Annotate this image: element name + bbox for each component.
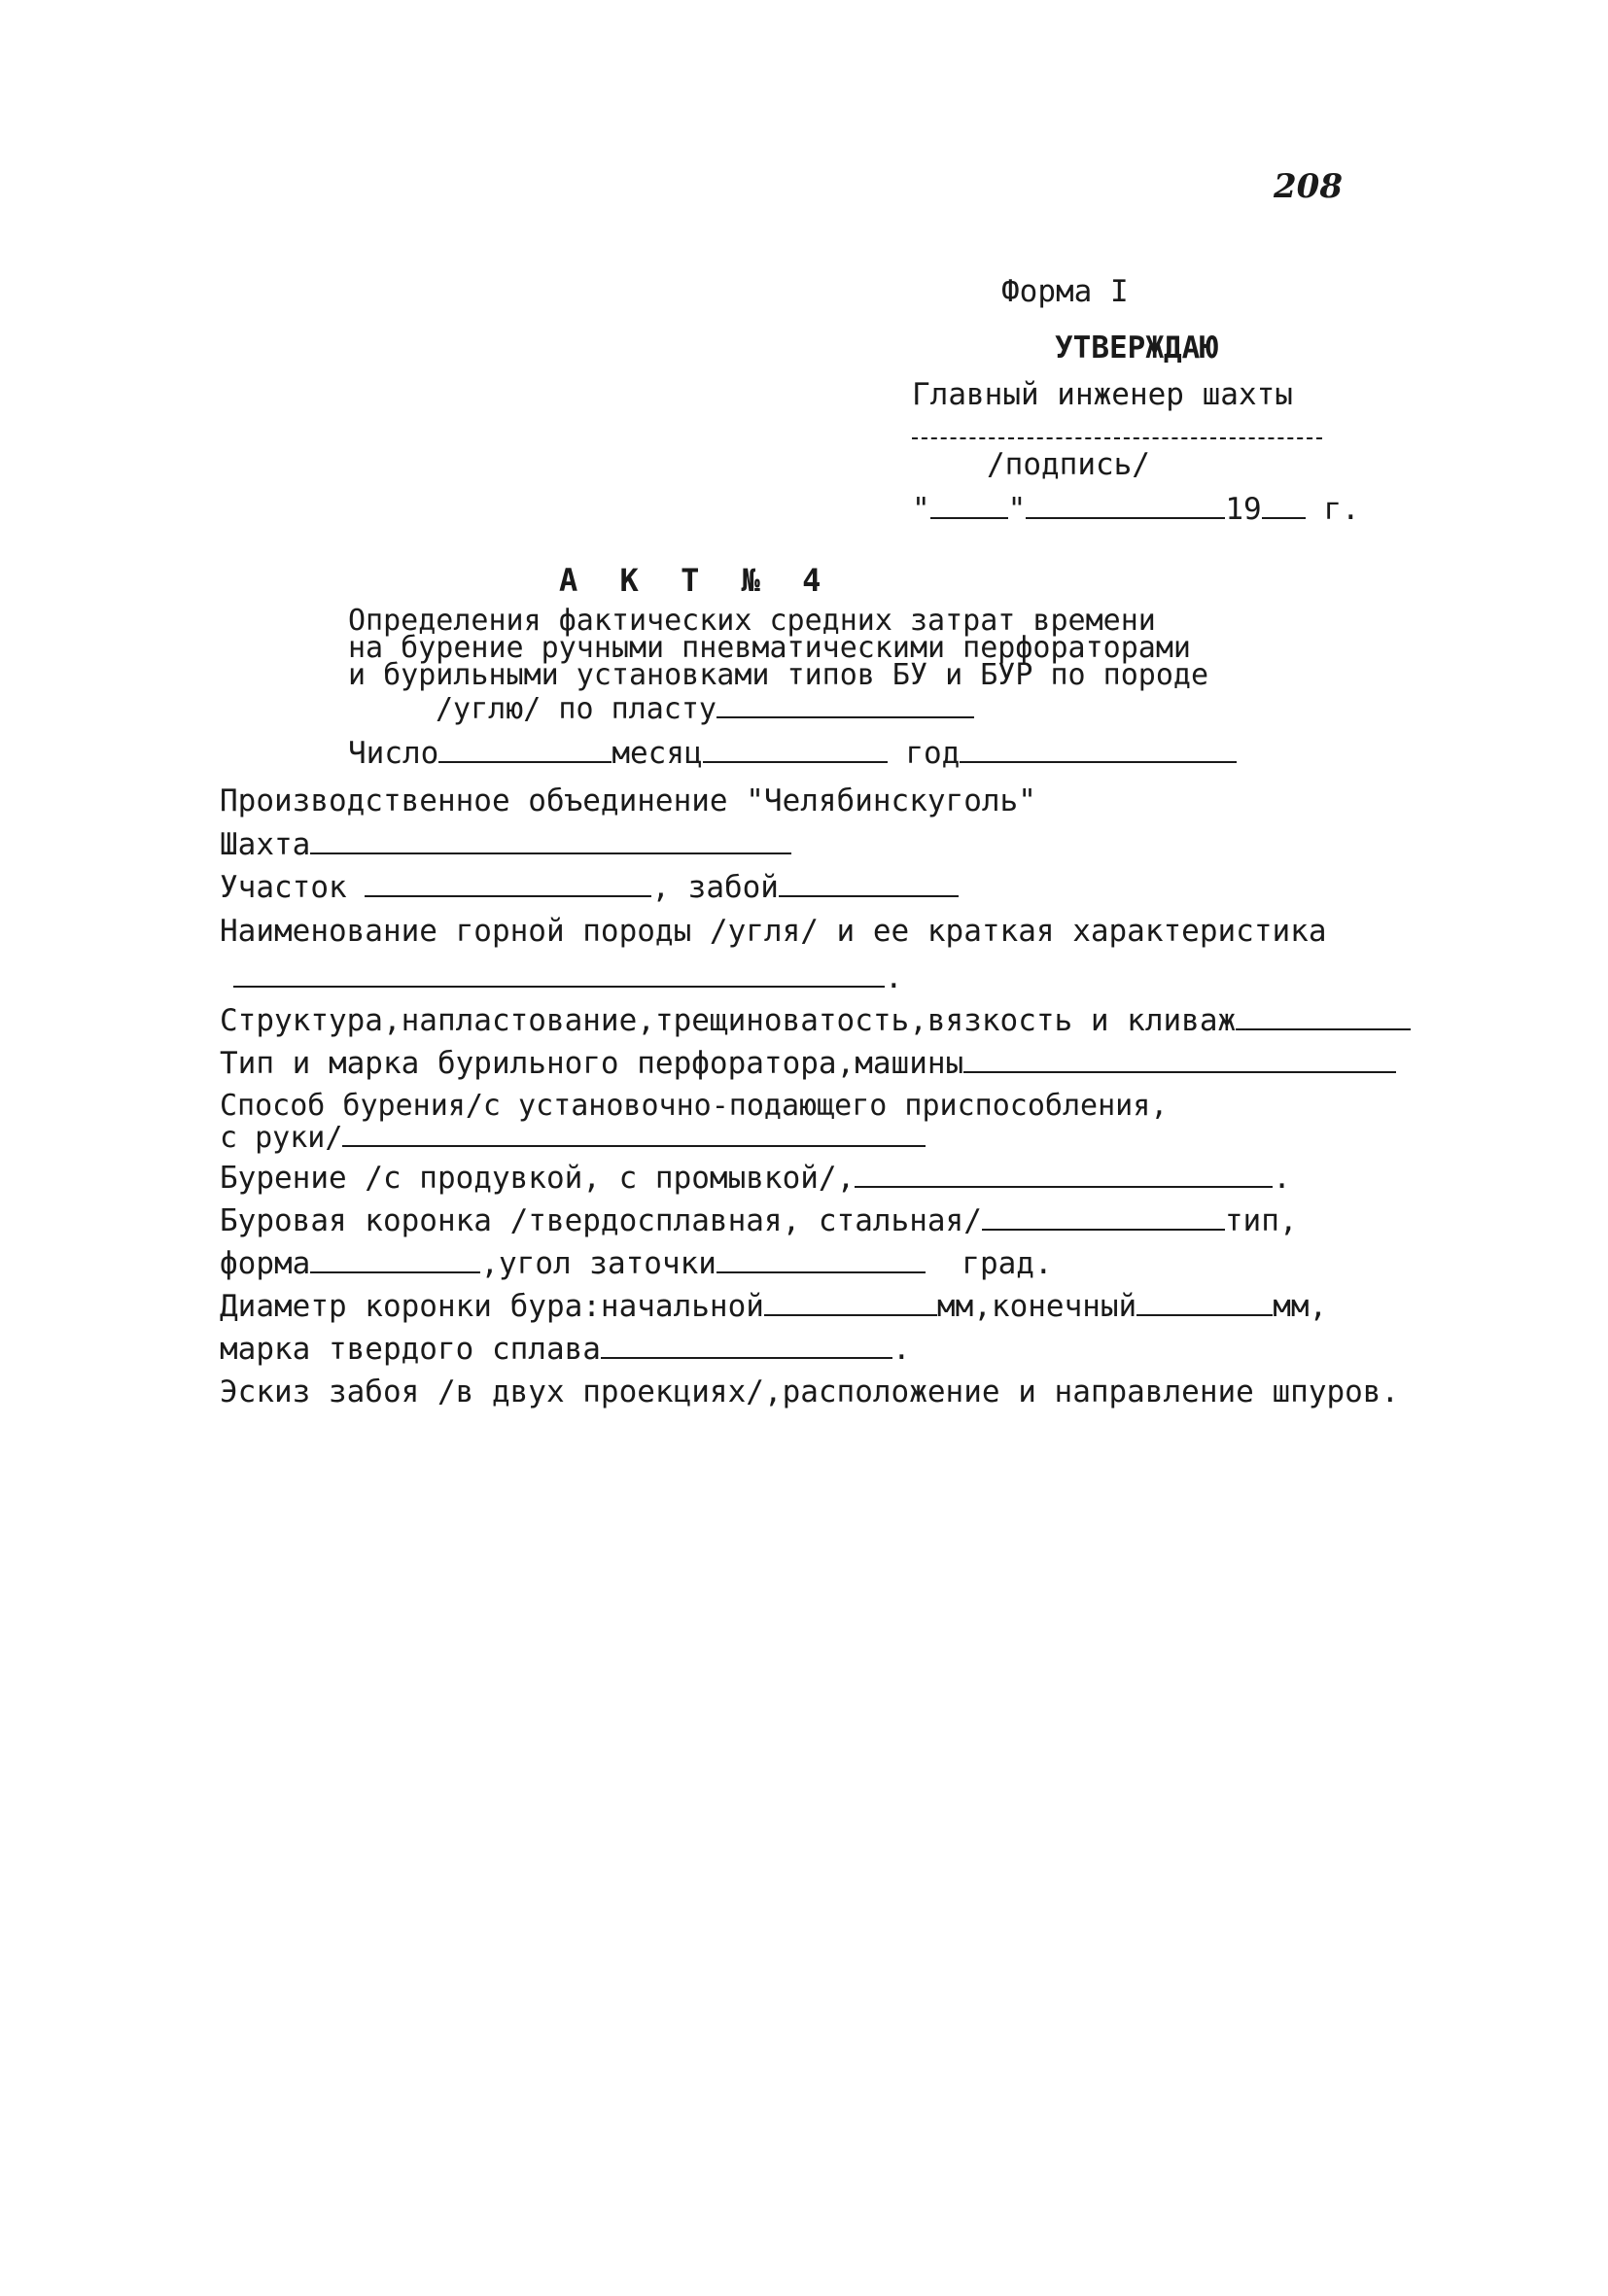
- drilling-field[interactable]: [855, 1161, 1273, 1188]
- section-label: Участок: [220, 870, 347, 905]
- alloy-field[interactable]: [601, 1332, 892, 1359]
- bit-label: Буровая коронка /твердосплавная, стальная/: [220, 1203, 982, 1238]
- bit-field[interactable]: [982, 1203, 1225, 1231]
- drill-type-field[interactable]: [963, 1046, 1396, 1073]
- year-field[interactable]: [960, 736, 1237, 763]
- date-year-prefix: 19: [1225, 492, 1262, 527]
- face-field[interactable]: [779, 870, 959, 897]
- angle-unit: град.: [961, 1246, 1053, 1281]
- section-field[interactable]: [365, 870, 651, 897]
- diameter-row: [220, 1289, 1327, 1324]
- date-quote-close: ": [1007, 492, 1027, 527]
- form-label: Форма I: [1001, 274, 1129, 309]
- structure-row: [220, 1003, 1411, 1038]
- drilling-row: Бурение /с продувкой, с промывкой/, .: [220, 1161, 1291, 1196]
- day-label: Число: [348, 736, 439, 771]
- drill-method-line-1: Способ бурения/с установочно-подающего приспособления,: [220, 1089, 1169, 1123]
- drill-type-row: [220, 1046, 1396, 1081]
- diameter-label: Диаметр коронки бура:начальной: [220, 1289, 764, 1324]
- bit-row: [220, 1203, 1298, 1238]
- drill-method-label-2: с руки/: [220, 1121, 343, 1155]
- shape-label: форма: [220, 1246, 311, 1281]
- approve-word: УТВЕРЖДАЮ: [1055, 330, 1218, 365]
- shape-row: [220, 1246, 1053, 1281]
- face-label: , забой: [651, 870, 779, 905]
- alloy-row: марка твердого сплава .: [220, 1332, 911, 1367]
- rock-label: Наименование горной породы /угля/ и ее краткая характеристика: [220, 914, 1327, 949]
- approver-position: Главный инженер шахты: [912, 377, 1293, 412]
- act-subtitle-line-3: и бурильными установками типов БУ и БУР по породе: [348, 658, 1209, 692]
- month-field[interactable]: [703, 736, 888, 763]
- bit-type-suffix: тип,: [1224, 1203, 1298, 1238]
- date-quote-open: ": [912, 492, 930, 527]
- year-label: год: [905, 736, 961, 771]
- act-subtitle-line-2: на бурение ручными пневматическими перфораторами: [348, 631, 1191, 665]
- act-subtitle-line-4: [436, 691, 974, 726]
- diameter-unit-1: мм,конечный: [936, 1289, 1137, 1324]
- drill-type-label: Тип и марка бурильного перфоратора,машины: [220, 1046, 964, 1081]
- month-label: месяц: [612, 736, 703, 771]
- date-day-field[interactable]: [930, 492, 1008, 519]
- signature-line[interactable]: [912, 428, 1322, 439]
- act-subtitle-line-1: Определения фактических средних затрат времени: [348, 604, 1156, 638]
- approval-date-row: [912, 492, 1360, 527]
- date-year-suffix: г.: [1323, 492, 1360, 527]
- date-month-field[interactable]: [1026, 492, 1225, 519]
- day-field[interactable]: [438, 736, 612, 763]
- mine-row: [220, 827, 791, 862]
- diameter-start-field[interactable]: [764, 1289, 937, 1316]
- mine-field[interactable]: [310, 827, 791, 854]
- sketch-label: Эскиз забоя /в двух проекциях/,расположение и направление шпуров.: [220, 1374, 1400, 1409]
- alloy-label: марка твердого сплава: [220, 1332, 601, 1367]
- structure-field[interactable]: [1236, 1003, 1411, 1030]
- section-row: [220, 870, 959, 905]
- date-year-field[interactable]: [1262, 492, 1306, 519]
- association-line: Производственное объединение "Челябинскуголь": [220, 783, 1036, 818]
- act-title: А К Т № 4: [559, 562, 833, 599]
- act-date-row: [348, 736, 1237, 771]
- drill-method-row-2: [220, 1120, 926, 1155]
- angle-field[interactable]: [717, 1246, 926, 1273]
- angle-label: ,угол заточки: [480, 1246, 717, 1281]
- rock-field-row: .: [233, 960, 903, 995]
- signature-caption: /подпись/: [987, 447, 1150, 482]
- diameter-end-field[interactable]: [1136, 1289, 1273, 1316]
- seam-label: /углю/ по пласту: [436, 692, 717, 726]
- mine-label: Шахта: [220, 827, 311, 862]
- diameter-unit-2: мм,: [1273, 1289, 1328, 1324]
- rock-field[interactable]: [233, 960, 885, 988]
- drilling-label: Бурение /с продувкой, с промывкой/: [220, 1161, 837, 1196]
- shape-field[interactable]: [310, 1246, 480, 1273]
- page-number: 208: [1274, 167, 1343, 206]
- structure-label: Структура,напластование,трещиноватость,вязкость и кливаж: [220, 1003, 1237, 1038]
- drill-method-field[interactable]: [342, 1120, 926, 1147]
- seam-field[interactable]: [717, 691, 974, 718]
